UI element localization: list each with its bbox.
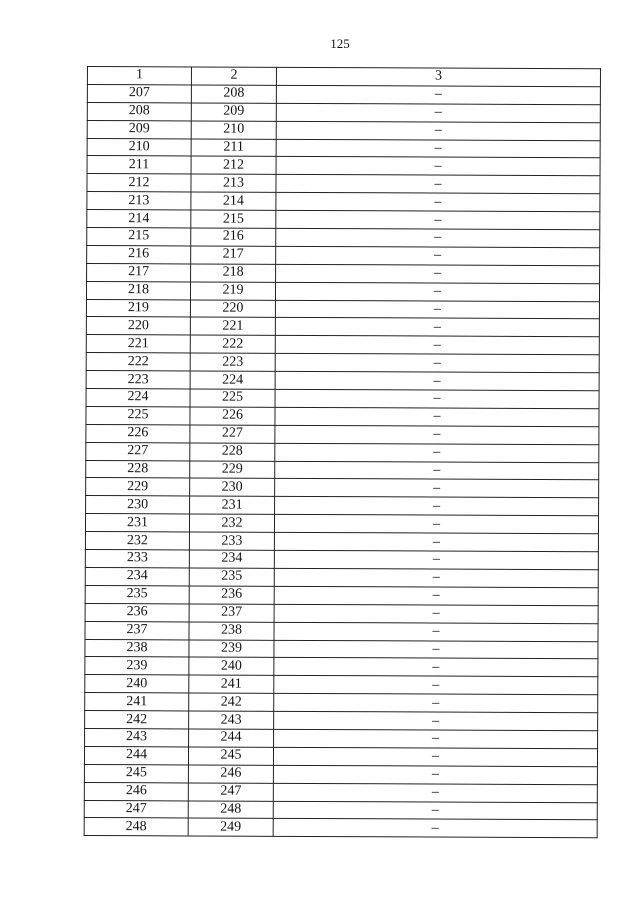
table-cell-col-2: 211 — [191, 139, 276, 157]
table-row — [84, 782, 597, 802]
table-cell-col-1: 226 — [86, 424, 190, 442]
column-header-2: 2 — [191, 67, 276, 85]
table-row — [85, 550, 598, 570]
table-cell-col-1: 237 — [85, 621, 189, 639]
table-cell-col-3: – — [275, 443, 599, 462]
table-cell-col-2: 217 — [191, 246, 276, 264]
table-row — [85, 532, 598, 552]
table-cell-col-2: 242 — [189, 693, 274, 711]
table-row — [86, 281, 599, 301]
table-cell-col-3: – — [276, 193, 600, 212]
table-cell-col-2: 244 — [189, 729, 274, 747]
table-cell-col-1: 232 — [85, 532, 189, 550]
table-cell-col-1: 245 — [84, 764, 188, 782]
table-cell-col-3: – — [274, 711, 598, 730]
table-cell-col-3: – — [275, 282, 599, 301]
table-row — [85, 675, 598, 695]
table-cell-col-2: 218 — [191, 264, 276, 282]
table-row — [86, 406, 599, 426]
table-cell-col-1: 207 — [87, 84, 191, 102]
table-cell-col-3: – — [275, 461, 599, 480]
table-cell-col-1: 235 — [85, 585, 189, 603]
table-row — [87, 263, 600, 283]
table-row — [86, 496, 599, 516]
table-cell-col-3: – — [274, 640, 598, 659]
table-cell-col-2: 230 — [190, 478, 275, 496]
table-cell-col-3: – — [273, 801, 597, 820]
table-cell-col-2: 236 — [189, 586, 274, 604]
table-cell-col-2: 212 — [191, 156, 276, 174]
table-row — [87, 192, 600, 212]
table-cell-col-3: – — [274, 515, 598, 534]
table-cell-col-2: 241 — [189, 675, 274, 693]
table-row — [85, 567, 598, 587]
table-row — [84, 764, 597, 784]
table-cell-col-2: 232 — [189, 514, 274, 532]
table-cell-col-3: – — [275, 371, 599, 390]
table-cell-col-2: 243 — [189, 711, 274, 729]
table-cell-col-2: 219 — [190, 282, 275, 300]
table-cell-col-3: – — [276, 121, 600, 140]
table-row — [85, 621, 598, 641]
table-cell-col-3: – — [276, 175, 600, 194]
table-cell-col-2: 249 — [188, 818, 273, 836]
table-cell-col-1: 208 — [87, 102, 191, 120]
table-cell-col-3: – — [274, 568, 598, 587]
table-cell-col-2: 215 — [191, 210, 276, 228]
table-row — [85, 657, 598, 677]
table-cell-col-3: – — [275, 318, 599, 337]
table-cell-col-3: – — [276, 210, 600, 229]
table-cell-col-2: 228 — [190, 443, 275, 461]
table-cell-col-3: – — [275, 389, 599, 408]
table-cell-col-2: 222 — [190, 335, 275, 353]
table-row — [85, 514, 598, 534]
column-header-1: 1 — [87, 67, 191, 85]
table-cell-col-1: 244 — [84, 746, 188, 764]
table-row — [87, 174, 600, 194]
table-cell-col-2: 213 — [191, 174, 276, 192]
table-cell-col-2: 237 — [189, 604, 274, 622]
table-row — [84, 746, 597, 766]
table-cell-col-2: 214 — [191, 192, 276, 210]
table-cell-col-3: – — [275, 407, 599, 426]
table-cell-col-1: 224 — [86, 389, 190, 407]
table-cell-col-3: – — [275, 479, 599, 498]
table-row — [86, 371, 599, 391]
table-cell-col-1: 247 — [84, 800, 188, 818]
table-cell-col-3: – — [276, 246, 600, 265]
table-cell-col-1: 216 — [87, 245, 191, 263]
table-row — [85, 639, 598, 659]
table-cell-col-2: 226 — [190, 407, 275, 425]
table-row — [87, 228, 600, 248]
table-row — [86, 460, 599, 480]
table-cell-col-2: 248 — [188, 800, 273, 818]
table-cell-col-3: – — [274, 604, 598, 623]
table-cell-col-1: 217 — [87, 263, 191, 281]
table-cell-col-3: – — [274, 532, 598, 551]
column-header-3: 3 — [276, 67, 600, 86]
table-row — [85, 728, 598, 748]
table-cell-col-2: 239 — [189, 639, 274, 657]
table-body — [84, 84, 600, 838]
table-cell-col-1: 222 — [86, 353, 190, 371]
table-cell-col-3: – — [275, 336, 599, 355]
table-cell-col-2: 221 — [190, 317, 275, 335]
table-cell-col-2: 229 — [190, 461, 275, 479]
table-cell-col-1: 221 — [86, 335, 190, 353]
table-cell-col-1: 239 — [85, 657, 189, 675]
table-cell-col-1: 231 — [85, 514, 189, 532]
table-cell-col-2: 246 — [188, 765, 273, 783]
table-cell-col-3: – — [274, 729, 598, 748]
table-row — [86, 317, 599, 337]
table-cell-col-1: 241 — [85, 693, 189, 711]
table-row — [84, 800, 597, 820]
table-cell-col-1: 233 — [85, 550, 189, 568]
table-row — [87, 120, 600, 140]
table-cell-col-1: 234 — [85, 567, 189, 585]
table-cell-col-2: 210 — [191, 121, 276, 139]
table-row — [85, 603, 598, 623]
table-cell-col-1: 218 — [86, 281, 190, 299]
table-row — [85, 585, 598, 605]
table-row — [86, 442, 599, 462]
table-cell-col-2: 223 — [190, 353, 275, 371]
data-table — [84, 66, 601, 839]
table-cell-col-3: – — [276, 139, 600, 158]
table-cell-col-1: 210 — [87, 138, 191, 156]
table-cell-col-1: 238 — [85, 639, 189, 657]
table-cell-col-2: 216 — [191, 228, 276, 246]
table-row — [84, 818, 597, 838]
table-cell-col-1: 248 — [84, 818, 188, 836]
table-cell-col-1: 209 — [87, 120, 191, 138]
table-cell-col-3: – — [275, 300, 599, 319]
table-row — [87, 84, 600, 104]
table-cell-col-2: 231 — [190, 496, 275, 514]
table-cell-col-3: – — [276, 228, 600, 247]
table-cell-col-1: 227 — [86, 442, 190, 460]
table-cell-col-3: – — [276, 264, 600, 283]
table-cell-col-1: 219 — [86, 299, 190, 317]
table-cell-col-3: – — [273, 783, 597, 802]
table-row — [87, 156, 600, 176]
table-cell-col-1: 230 — [86, 496, 190, 514]
table-cell-col-3: – — [274, 586, 598, 605]
table-cell-col-3: – — [273, 819, 597, 838]
table-row — [87, 245, 600, 265]
table-cell-col-1: 212 — [87, 174, 191, 192]
table-cell-col-2: 240 — [189, 657, 274, 675]
table-cell-col-2: 227 — [190, 425, 275, 443]
table-cell-col-3: – — [274, 676, 598, 695]
table-cell-col-1: 243 — [85, 728, 189, 746]
header-row — [87, 67, 600, 87]
table-cell-col-1: 228 — [86, 460, 190, 478]
table-cell-col-2: 234 — [189, 550, 274, 568]
table-cell-col-2: 235 — [189, 568, 274, 586]
table-cell-col-2: 224 — [190, 371, 275, 389]
table-cell-col-2: 233 — [189, 532, 274, 550]
table-row — [86, 424, 599, 444]
table-cell-col-3: – — [273, 747, 597, 766]
table-cell-col-2: 245 — [188, 747, 273, 765]
table-cell-col-3: – — [276, 103, 600, 122]
table-row — [86, 335, 599, 355]
table-cell-col-2: 208 — [191, 85, 276, 103]
table-cell-col-1: 236 — [85, 603, 189, 621]
table-cell-col-1: 213 — [87, 192, 191, 210]
table-cell-col-1: 229 — [86, 478, 190, 496]
table-cell-col-1: 225 — [86, 406, 190, 424]
table-row — [87, 138, 600, 158]
table-row — [86, 299, 599, 319]
table-cell-col-1: 214 — [87, 210, 191, 228]
table-cell-col-3: – — [274, 693, 598, 712]
table-cell-col-3: – — [274, 550, 598, 569]
table-cell-col-1: 215 — [87, 228, 191, 246]
table-cell-col-3: – — [275, 497, 599, 516]
table-cell-col-3: – — [275, 425, 599, 444]
table-cell-col-2: 225 — [190, 389, 275, 407]
table-cell-col-1: 242 — [85, 711, 189, 729]
table-cell-col-1: 240 — [85, 675, 189, 693]
table-cell-col-2: 238 — [189, 622, 274, 640]
table-cell-col-3: – — [273, 765, 597, 784]
table-row — [86, 353, 599, 373]
table-cell-col-1: 246 — [84, 782, 188, 800]
table-cell-col-2: 209 — [191, 103, 276, 121]
table-cell-col-1: 220 — [86, 317, 190, 335]
table-cell-col-1: 211 — [87, 156, 191, 174]
table-cell-col-3: – — [275, 354, 599, 373]
table-cell-col-3: – — [276, 85, 600, 104]
table-row — [85, 693, 598, 713]
table-row — [85, 711, 598, 731]
table-cell-col-2: 247 — [188, 783, 273, 801]
table-row — [87, 102, 600, 122]
table-cell-col-1: 223 — [86, 371, 190, 389]
table-row — [86, 389, 599, 409]
page-number: 125 — [330, 36, 350, 51]
table-cell-col-3: – — [274, 622, 598, 641]
table-row — [86, 478, 599, 498]
table-cell-col-3: – — [274, 658, 598, 677]
table-cell-col-2: 220 — [190, 300, 275, 318]
table-cell-col-3: – — [276, 157, 600, 176]
table-row — [87, 210, 600, 230]
